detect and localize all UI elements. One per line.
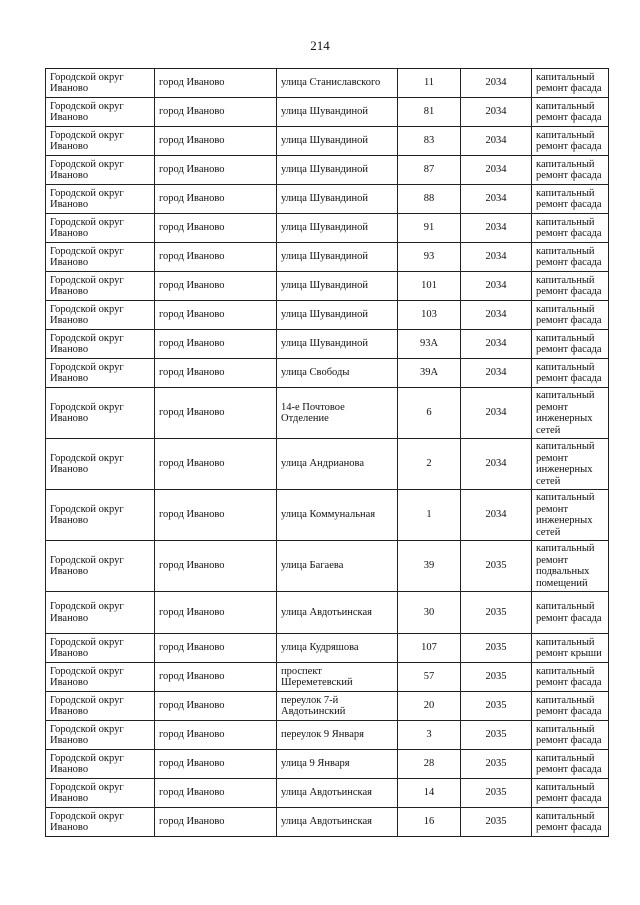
work-cell: капитальный ремонт фасада xyxy=(532,330,609,359)
okrug-cell: Городской округ Иваново xyxy=(46,185,155,214)
city-cell: город Иваново xyxy=(155,156,277,185)
year-cell: 2034 xyxy=(461,359,532,388)
year-cell: 2035 xyxy=(461,592,532,634)
house-cell: 2 xyxy=(398,439,461,490)
table-row xyxy=(46,330,609,359)
house-cell: 107 xyxy=(398,634,461,663)
city-cell: город Иваново xyxy=(155,359,277,388)
city-cell: город Иваново xyxy=(155,721,277,750)
year-cell: 2034 xyxy=(461,272,532,301)
city-cell: город Иваново xyxy=(155,592,277,634)
work-cell: капитальный ремонт фасада xyxy=(532,750,609,779)
house-cell: 14 xyxy=(398,779,461,808)
street-cell: улица Станиславского xyxy=(277,69,398,98)
work-cell: капитальный ремонт крыши xyxy=(532,634,609,663)
work-cell: капитальный ремонт инженерных сетей xyxy=(532,388,609,439)
okrug-cell: Городской округ Иваново xyxy=(46,272,155,301)
work-cell: капитальный ремонт инженерных сетей xyxy=(532,490,609,541)
house-cell: 93 xyxy=(398,243,461,272)
street-cell: улица Шувандиной xyxy=(277,185,398,214)
street-cell: улица Андрианова xyxy=(277,439,398,490)
street-cell: улица Шувандиной xyxy=(277,156,398,185)
street-cell: улица Авдотьинская xyxy=(277,779,398,808)
okrug-cell: Городской округ Иваново xyxy=(46,127,155,156)
work-cell: капитальный ремонт инженерных сетей xyxy=(532,439,609,490)
table-row xyxy=(46,214,609,243)
okrug-cell: Городской округ Иваново xyxy=(46,721,155,750)
work-cell: капитальный ремонт фасада xyxy=(532,721,609,750)
house-cell: 1 xyxy=(398,490,461,541)
year-cell: 2035 xyxy=(461,750,532,779)
work-cell: капитальный ремонт фасада xyxy=(532,185,609,214)
year-cell: 2034 xyxy=(461,214,532,243)
house-cell: 83 xyxy=(398,127,461,156)
city-cell: город Иваново xyxy=(155,69,277,98)
table-row xyxy=(46,541,609,592)
street-cell: улица Авдотьинская xyxy=(277,808,398,837)
city-cell: город Иваново xyxy=(155,388,277,439)
okrug-cell: Городской округ Иваново xyxy=(46,439,155,490)
house-cell: 81 xyxy=(398,98,461,127)
year-cell: 2035 xyxy=(461,692,532,721)
city-cell: город Иваново xyxy=(155,541,277,592)
okrug-cell: Городской округ Иваново xyxy=(46,330,155,359)
street-cell: улица Шувандиной xyxy=(277,214,398,243)
city-cell: город Иваново xyxy=(155,439,277,490)
city-cell: город Иваново xyxy=(155,243,277,272)
year-cell: 2034 xyxy=(461,98,532,127)
year-cell: 2034 xyxy=(461,388,532,439)
house-cell: 39А xyxy=(398,359,461,388)
work-cell: капитальный ремонт фасада xyxy=(532,808,609,837)
okrug-cell: Городской округ Иваново xyxy=(46,592,155,634)
year-cell: 2034 xyxy=(461,156,532,185)
street-cell: проспект Шереметевский xyxy=(277,663,398,692)
street-cell: улица Шувандиной xyxy=(277,330,398,359)
street-cell: улица Кудряшова xyxy=(277,634,398,663)
year-cell: 2034 xyxy=(461,185,532,214)
okrug-cell: Городской округ Иваново xyxy=(46,692,155,721)
repair-schedule-table xyxy=(45,68,609,837)
table-row xyxy=(46,490,609,541)
year-cell: 2034 xyxy=(461,243,532,272)
table-row xyxy=(46,388,609,439)
table-row xyxy=(46,272,609,301)
work-cell: капитальный ремонт фасада xyxy=(532,663,609,692)
okrug-cell: Городской округ Иваново xyxy=(46,98,155,127)
house-cell: 39 xyxy=(398,541,461,592)
city-cell: город Иваново xyxy=(155,692,277,721)
year-cell: 2034 xyxy=(461,127,532,156)
street-cell: улица Коммунальная xyxy=(277,490,398,541)
house-cell: 88 xyxy=(398,185,461,214)
work-cell: капитальный ремонт фасада xyxy=(532,98,609,127)
city-cell: город Иваново xyxy=(155,214,277,243)
house-cell: 28 xyxy=(398,750,461,779)
year-cell: 2035 xyxy=(461,541,532,592)
house-cell: 16 xyxy=(398,808,461,837)
city-cell: город Иваново xyxy=(155,634,277,663)
table-row xyxy=(46,185,609,214)
okrug-cell: Городской округ Иваново xyxy=(46,214,155,243)
city-cell: город Иваново xyxy=(155,490,277,541)
city-cell: город Иваново xyxy=(155,127,277,156)
table-row xyxy=(46,721,609,750)
table-row xyxy=(46,156,609,185)
year-cell: 2035 xyxy=(461,808,532,837)
city-cell: город Иваново xyxy=(155,808,277,837)
table-row xyxy=(46,592,609,634)
table-row xyxy=(46,359,609,388)
okrug-cell: Городской округ Иваново xyxy=(46,634,155,663)
work-cell: капитальный ремонт фасада xyxy=(532,301,609,330)
work-cell: капитальный ремонт фасада xyxy=(532,69,609,98)
street-cell: улица Шувандиной xyxy=(277,272,398,301)
year-cell: 2035 xyxy=(461,779,532,808)
street-cell: переулок 9 Января xyxy=(277,721,398,750)
table-row xyxy=(46,301,609,330)
street-cell: улица Шувандиной xyxy=(277,243,398,272)
city-cell: город Иваново xyxy=(155,663,277,692)
house-cell: 6 xyxy=(398,388,461,439)
okrug-cell: Городской округ Иваново xyxy=(46,243,155,272)
house-cell: 93А xyxy=(398,330,461,359)
table-row xyxy=(46,243,609,272)
city-cell: город Иваново xyxy=(155,750,277,779)
work-cell: капитальный ремонт фасада xyxy=(532,127,609,156)
street-cell: переулок 7-й Авдотьинский xyxy=(277,692,398,721)
work-cell: капитальный ремонт фасада xyxy=(532,779,609,808)
street-cell: улица 9 Января xyxy=(277,750,398,779)
table-row xyxy=(46,439,609,490)
house-cell: 103 xyxy=(398,301,461,330)
city-cell: город Иваново xyxy=(155,98,277,127)
work-cell: капитальный ремонт фасада xyxy=(532,592,609,634)
work-cell: капитальный ремонт фасада xyxy=(532,243,609,272)
house-cell: 11 xyxy=(398,69,461,98)
street-cell: улица Багаева xyxy=(277,541,398,592)
okrug-cell: Городской округ Иваново xyxy=(46,156,155,185)
street-cell: улица Шувандиной xyxy=(277,98,398,127)
year-cell: 2035 xyxy=(461,663,532,692)
house-cell: 91 xyxy=(398,214,461,243)
work-cell: капитальный ремонт фасада xyxy=(532,272,609,301)
house-cell: 57 xyxy=(398,663,461,692)
okrug-cell: Городской округ Иваново xyxy=(46,541,155,592)
house-cell: 87 xyxy=(398,156,461,185)
table-row xyxy=(46,692,609,721)
table-row xyxy=(46,69,609,98)
okrug-cell: Городской округ Иваново xyxy=(46,808,155,837)
okrug-cell: Городской округ Иваново xyxy=(46,663,155,692)
table-row xyxy=(46,750,609,779)
house-cell: 20 xyxy=(398,692,461,721)
year-cell: 2035 xyxy=(461,721,532,750)
city-cell: город Иваново xyxy=(155,779,277,808)
work-cell: капитальный ремонт подвальных помещений xyxy=(532,541,609,592)
year-cell: 2034 xyxy=(461,69,532,98)
okrug-cell: Городской округ Иваново xyxy=(46,388,155,439)
work-cell: капитальный ремонт фасада xyxy=(532,359,609,388)
house-cell: 101 xyxy=(398,272,461,301)
street-cell: улица Шувандиной xyxy=(277,301,398,330)
table-row xyxy=(46,663,609,692)
okrug-cell: Городской округ Иваново xyxy=(46,301,155,330)
table-row xyxy=(46,808,609,837)
okrug-cell: Городской округ Иваново xyxy=(46,779,155,808)
okrug-cell: Городской округ Иваново xyxy=(46,490,155,541)
year-cell: 2034 xyxy=(461,490,532,541)
city-cell: город Иваново xyxy=(155,301,277,330)
okrug-cell: Городской округ Иваново xyxy=(46,750,155,779)
city-cell: город Иваново xyxy=(155,330,277,359)
year-cell: 2034 xyxy=(461,439,532,490)
work-cell: капитальный ремонт фасада xyxy=(532,214,609,243)
city-cell: город Иваново xyxy=(155,272,277,301)
city-cell: город Иваново xyxy=(155,185,277,214)
street-cell: улица Авдотьинская xyxy=(277,592,398,634)
okrug-cell: Городской округ Иваново xyxy=(46,69,155,98)
house-cell: 3 xyxy=(398,721,461,750)
work-cell: капитальный ремонт фасада xyxy=(532,692,609,721)
street-cell: 14-е Почтовое Отделение xyxy=(277,388,398,439)
table-row xyxy=(46,634,609,663)
street-cell: улица Шувандиной xyxy=(277,127,398,156)
year-cell: 2034 xyxy=(461,301,532,330)
street-cell: улица Свободы xyxy=(277,359,398,388)
page-number: 214 xyxy=(310,38,330,53)
table-row xyxy=(46,779,609,808)
table-row xyxy=(46,98,609,127)
year-cell: 2035 xyxy=(461,634,532,663)
year-cell: 2034 xyxy=(461,330,532,359)
table-row xyxy=(46,127,609,156)
house-cell: 30 xyxy=(398,592,461,634)
okrug-cell: Городской округ Иваново xyxy=(46,359,155,388)
work-cell: капитальный ремонт фасада xyxy=(532,156,609,185)
